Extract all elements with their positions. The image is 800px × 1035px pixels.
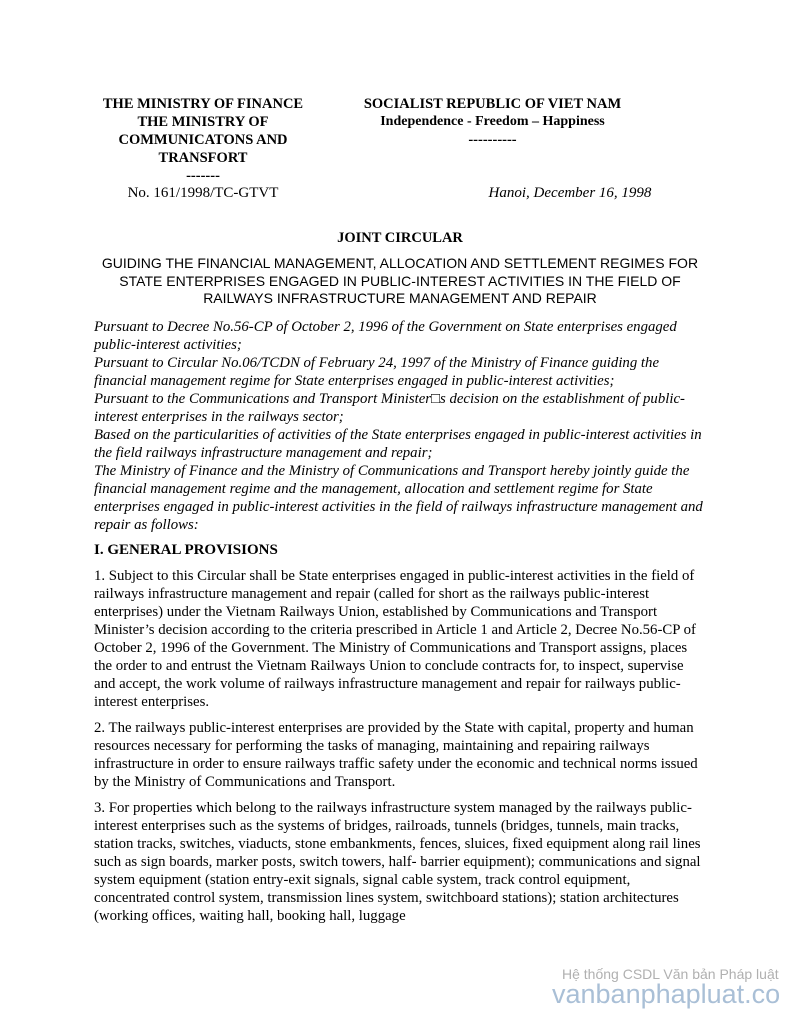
preamble-paragraph: Based on the particularities of activities of the State enterprises engaged in public-interest activities in the field railways infrastructure management and repair; bbox=[94, 427, 702, 461]
national-motto bbox=[350, 95, 635, 149]
authority-line-2: THE MINISTRY OF bbox=[137, 114, 269, 130]
section-body bbox=[94, 567, 708, 933]
authority-line-3: COMMUNICATONS AND bbox=[118, 132, 288, 148]
body-paragraph: 1. Subject to this Circular shall be State enterprises engaged in public-interest activities in the field of railways infrastructure management and repair (called for short as the railways public-interest enterprises) under the Vietnam Railways Union, established by Communications and Transport Minister’s decision according to the criteria prescribed in Article 1 and Article 2, Decree No.56-CP of October 2, 1996 of the Government. The Ministry of Communications and Transport assigns, places the order to and entrust the Vietnam Railways Union to conclude contracts for, to inspect, supervise and accept, the work volume of railways infrastructure management and repair for railways public-interest enterprises. bbox=[94, 568, 696, 710]
watermark-caption: Hệ thống CSDL Văn bản Pháp luật bbox=[562, 966, 779, 982]
preamble-paragraph: The Ministry of Finance and the Ministry of Communications and Transport hereby jointly guide the financial management regime and the management, allocation and settlement regime for State enterprises engaged in public-interest activities in the field of railways infrastructure management and repair as follows: bbox=[94, 463, 703, 533]
document-number: No. 161/1998/TC-GTVT bbox=[127, 185, 279, 201]
section-heading: I. GENERAL PROVISIONS bbox=[94, 542, 278, 558]
authority-line-4: TRANSFORT bbox=[158, 150, 248, 166]
authority-line-1: THE MINISTRY OF FINANCE bbox=[102, 96, 304, 112]
document-title: JOINT CIRCULAR bbox=[337, 230, 463, 246]
country-name: SOCIALIST REPUBLIC OF VIET NAM bbox=[363, 96, 622, 112]
issuing-authority bbox=[92, 95, 314, 185]
document-date: Hanoi, December 16, 1998 bbox=[488, 185, 652, 201]
body-paragraph: 3. For properties which belong to the railways infrastructure system managed by the railways public- interest enterprises such as the systems of bridges, railroads, tunnels (bridges, tunnels, main tracks, station tracks, switches, viaducts, stone embankments, fences, sluices, fixed equipment along rail lines such as sign boards, marker posts, switch towers, half- barrier equipment); communications and signal system equipment (station entry-exit signals, signal cable system, track control equipment, concentrated control system, transmission lines system, switchboard stations); station architectures (working offices, waiting hall, booking hall, luggage bbox=[94, 800, 701, 924]
preamble bbox=[94, 318, 708, 534]
preamble-paragraph: Pursuant to Decree No.56-CP of October 2, 1996 of the Government on State enterprises engaged public-interest activities; bbox=[94, 319, 677, 353]
preamble-paragraph: Pursuant to the Communications and Transport Minister□s decision on the establishment of public- interest enterprises in the railways sector; bbox=[94, 391, 685, 425]
authority-rule: ------- bbox=[186, 168, 220, 184]
preamble-paragraph: Pursuant to Circular No.06/TCDN of February 24, 1997 of the Ministry of Finance guiding the financial management regime for State enterprises engaged in public-interest activities; bbox=[94, 355, 660, 389]
document-subtitle: GUIDING THE FINANCIAL MANAGEMENT, ALLOCATION AND SETTLEMENT REGIMES FOR STATE ENTERPRISES ENGAGED IN PUBLIC-INTEREST ACTIVITIES IN THE FIELD OF RAILWAYS INFRASTRUCTURE MANAGEMENT AND REPAIR bbox=[101, 255, 699, 306]
motto-rule: ---------- bbox=[468, 132, 517, 148]
body-paragraph: 2. The railways public-interest enterprises are provided by the State with capital, property and human resources necessary for performing the tasks of managing, maintaining and repairing railways infrastructure in order to ensure railways traffic safety under the economic and technical norms issued by the Ministry of Communications and Transport. bbox=[94, 720, 698, 790]
motto: Independence - Freedom – Happiness bbox=[380, 114, 605, 129]
watermark-site: vanbanphapluat.co bbox=[552, 979, 781, 1009]
